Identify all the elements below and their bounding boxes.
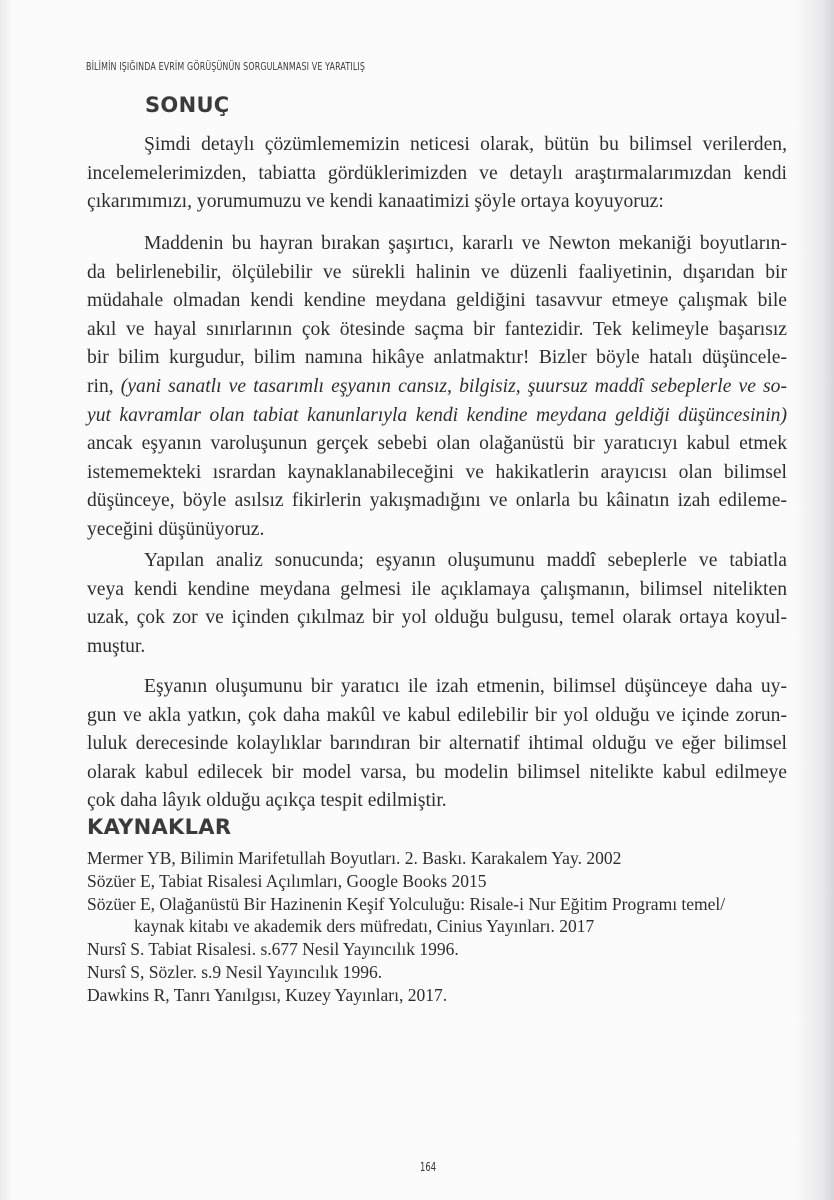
text-line-mixed [87,373,787,402]
text-line: luluk derecesinde kolaylıklar barındıran bir alternatif ihtimal olduğu ve eğer bilimsel [87,733,787,755]
text-line: müdahale olmadan kendi kendine meydana geldiğini tasavvur etmeye çalışmak bile [87,290,787,312]
reference-item: Dawkins R, Tanrı Yanılgısı, Kuzey Yayınları, 2017. [87,984,448,1005]
reference-item: Nursî S. Tabiat Risalesi. s.677 Nesil Yayıncılık 1996. [87,939,459,960]
text-run: rin, [87,375,121,397]
text-line: uzak, çok zor ve içinden çıkılmaz bir yol olduğu bulgusu, temel olarak ortaya koyul- [87,607,787,629]
text-line: incelemelerimizden, tabiatta gördüklerimizden ve detaylı araştırmalarımızdan kendi [87,162,787,184]
scan-right-edge-shadow [794,0,834,1200]
section-heading-references: KAYNAKLAR [87,815,232,839]
paragraph-2 [87,230,787,545]
text-line: muştur. [87,635,146,657]
paragraph-3 [87,547,787,661]
paragraph-4 [87,673,787,816]
scan-left-edge-shadow [0,0,12,1200]
reference-list [87,847,787,1007]
text-line: Yapılan analiz sonucunda; eşyanın oluşumunu maddî sebeplerle ve tabiatla [144,550,787,571]
text-line: veya kendi kendine meydana gelmesi ile açıklamaya çalışmanın, bilimsel nitelikten [87,578,787,600]
italic-text-line: yut kavramlar olan tabiat kanunlarıyla kendi kendine meydana geldiği düşüncesinin) [87,404,787,426]
reference-item: Mermer YB, Bilimin Marifetullah Boyutları. 2. Baskı. Karakalem Yay. 2002 [87,848,622,868]
reference-item: Sözüer E, Tabiat Risalesi Açılımları, Google Books 2015 [87,870,487,891]
text-line: da belirlenebilir, ölçülebilir ve sürekli halinin ve düzenli faaliyetinin, dışarıdan bir [87,261,787,283]
text-line: Eşyanın oluşumunu bir yaratıcı ile izah etmenin, bilimsel düşünceye daha uy- [144,676,787,697]
text-line: Maddenin bu hayran bırakan şaşırtıcı, kararlı ve Newton mekaniği boyutların- [144,233,787,254]
text-line: akıl ve hayal sınırlarının çok ötesinde saçma bir fantezidir. Tek kelimeyle başarısız [87,318,787,340]
running-head: BİLİMİN IŞIĞINDA EVRİM GÖRÜŞÜNÜN SORGULANMASI VE YARATILIŞ [86,60,366,73]
page-number: 164 [420,1160,437,1174]
text-line: çıkarımımızı, yorumumuzu ve kendi kanaatimizi şöyle ortaya koyuyoruz: [87,191,664,213]
reference-item-continuation: kaynak kitabı ve akademik ders müfredatı, Cinius Yayınları. 2017 [134,916,595,937]
reference-item: Sözüer E, Olağanüstü Bir Hazinenin Keşif Yolculuğu: Risale-i Nur Eğitim Programı temel/ [87,893,726,914]
paragraph-1 [87,131,787,217]
text-line: Şimdi detaylı çözümlememizin neticesi olarak, bütün bu bilimsel verilerden, [144,134,787,155]
text-line: ancak eşyanın varoluşunun gerçek sebebi olan olağanüstü bir yaratıcıyı kabul etmek [87,433,787,455]
section-heading-conclusion: SONUÇ [145,93,230,117]
italic-text-run: (yani sanatlı ve tasarımlı eşyanın cansız, bilgisiz, şuursuz maddî sebeplerle ve so- [120,375,787,397]
text-line: düşünceye, böyle asılsız fikirlerin yakışmadığını ve onlarla bu kâinatın izah edileme- [87,490,787,512]
text-line: olarak kabul edilecek bir model varsa, bu modelin bilimsel nitelikte kabul edilmeye [87,761,787,783]
reference-item: Nursî S, Sözler. s.9 Nesil Yayıncılık 1996. [87,961,383,982]
text-line: istememekteki ısrardan kaynaklanabileceğini ve hakikatlerin arayıcısı olan bilimsel [87,461,787,483]
text-line: çok daha lâyık olduğu açıkça tespit edilmiştir. [87,790,447,812]
text-line: bir bilim kurgudur, bilim namına hikâye anlatmaktır! Bizler böyle hatalı düşüncele- [87,347,787,369]
text-line: gun ve akla yatkın, çok daha makûl ve kabul edilebilir bir yol olduğu ve içinde zorun- [87,704,787,726]
text-line: yeceğini düşünüyoruz. [87,518,265,540]
